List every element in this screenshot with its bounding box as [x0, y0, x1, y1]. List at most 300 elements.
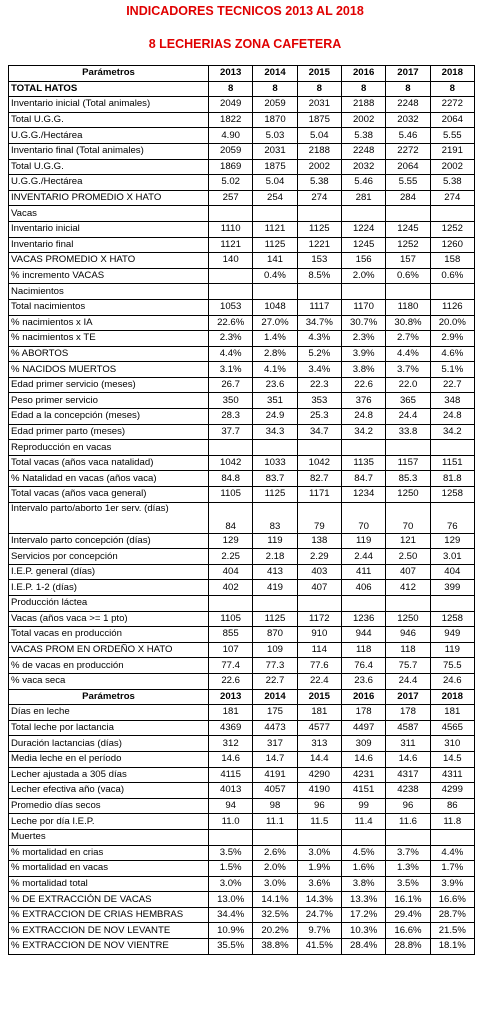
- row-label: U.G.G./Hectárea: [9, 128, 209, 144]
- row-value: [253, 829, 297, 845]
- row-value: 22.6%: [209, 315, 253, 331]
- row-value: 24.8: [341, 409, 385, 425]
- row-label: Inventario inicial: [9, 221, 209, 237]
- row-value: 70: [341, 502, 385, 533]
- table-row: [9, 673, 475, 689]
- row-value: 1157: [386, 455, 430, 471]
- row-value: [209, 596, 253, 612]
- row-value: 23.6: [341, 673, 385, 689]
- row-value: 4.1%: [253, 362, 297, 378]
- table-row: [9, 471, 475, 487]
- table-row: [9, 128, 475, 144]
- row-value: [297, 440, 341, 456]
- row-value: 407: [297, 580, 341, 596]
- row-value: 11.0: [209, 814, 253, 830]
- row-value: 5.04: [297, 128, 341, 144]
- row-value: 3.0%: [253, 876, 297, 892]
- row-label: Intervalo parto concepción (días): [9, 533, 209, 549]
- row-value: 3.8%: [341, 876, 385, 892]
- row-value: 96: [297, 798, 341, 814]
- row-value: 254: [253, 190, 297, 206]
- row-value: 2.0%: [253, 861, 297, 877]
- row-value: 403: [297, 564, 341, 580]
- row-value: 406: [341, 580, 385, 596]
- row-value: 76.4: [341, 658, 385, 674]
- row-value: 1048: [253, 299, 297, 315]
- header-year: 2013: [209, 689, 253, 705]
- table-row: [9, 299, 475, 315]
- row-value: 1.9%: [297, 861, 341, 877]
- row-value: 1.3%: [386, 861, 430, 877]
- table-row: [9, 892, 475, 908]
- row-label: Intervalo parto/aborto 1er serv. (días): [9, 502, 209, 533]
- row-value: 2002: [341, 112, 385, 128]
- row-label: Lecher efectiva año (vaca): [9, 783, 209, 799]
- row-value: 38.8%: [253, 939, 297, 955]
- row-value: [297, 284, 341, 300]
- row-value: 22.0: [386, 377, 430, 393]
- row-value: 77.6: [297, 658, 341, 674]
- row-value: 2.9%: [430, 331, 474, 347]
- row-value: 121: [386, 533, 430, 549]
- row-label: Total vacas (años vaca general): [9, 487, 209, 503]
- header-year: 2015: [297, 66, 341, 82]
- row-value: 77.4: [209, 658, 253, 674]
- row-value: 4190: [297, 783, 341, 799]
- table-row: [9, 736, 475, 752]
- row-value: 26.7: [209, 377, 253, 393]
- row-label: Edad primer servicio (meses): [9, 377, 209, 393]
- table-row: [9, 923, 475, 939]
- table-row: [9, 284, 475, 300]
- header-param: Parámetros: [9, 66, 209, 82]
- row-value: 11.4: [341, 814, 385, 830]
- row-value: 13.0%: [209, 892, 253, 908]
- row-value: 14.5: [430, 751, 474, 767]
- row-label: % EXTRACCION DE CRIAS HEMBRAS: [9, 907, 209, 923]
- row-value: 86: [430, 798, 474, 814]
- row-value: 32.5%: [253, 907, 297, 923]
- row-value: 1221: [297, 237, 341, 253]
- row-value: 353: [297, 393, 341, 409]
- row-value: 24.4: [386, 409, 430, 425]
- table-row: [9, 159, 475, 175]
- row-value: 4577: [297, 720, 341, 736]
- row-value: 114: [297, 642, 341, 658]
- row-value: 4.5%: [341, 845, 385, 861]
- row-value: 119: [341, 533, 385, 549]
- row-value: 1125: [253, 237, 297, 253]
- row-value: 16.1%: [386, 892, 430, 908]
- row-value: 157: [386, 253, 430, 269]
- row-value: 1250: [386, 487, 430, 503]
- row-value: 17.2%: [341, 907, 385, 923]
- row-value: 2032: [341, 159, 385, 175]
- row-value: 18.1%: [430, 939, 474, 955]
- row-value: 1260: [430, 237, 474, 253]
- row-value: 1121: [209, 237, 253, 253]
- row-value: 8: [386, 81, 430, 97]
- row-value: 4191: [253, 767, 297, 783]
- row-value: 140: [209, 253, 253, 269]
- row-value: 351: [253, 393, 297, 409]
- row-value: 2.3%: [209, 331, 253, 347]
- row-value: 348: [430, 393, 474, 409]
- row-value: 119: [430, 642, 474, 658]
- row-value: 1258: [430, 611, 474, 627]
- row-value: 153: [297, 253, 341, 269]
- row-value: 4231: [341, 767, 385, 783]
- row-label: % EXTRACCION DE NOV VIENTRE: [9, 939, 209, 955]
- row-value: 22.6: [341, 377, 385, 393]
- row-value: 1.6%: [341, 861, 385, 877]
- row-value: 20.2%: [253, 923, 297, 939]
- row-label: Duración lactancias (días): [9, 736, 209, 752]
- row-value: [209, 268, 253, 284]
- table-header-row: [9, 689, 475, 705]
- row-value: 4369: [209, 720, 253, 736]
- row-value: 94: [209, 798, 253, 814]
- row-value: 84.8: [209, 471, 253, 487]
- row-value: 175: [253, 705, 297, 721]
- table-row: [9, 564, 475, 580]
- table-row: [9, 611, 475, 627]
- row-value: 10.3%: [341, 923, 385, 939]
- row-value: 158: [430, 253, 474, 269]
- row-label: % mortalidad total: [9, 876, 209, 892]
- row-value: 376: [341, 393, 385, 409]
- row-value: 35.5%: [209, 939, 253, 955]
- row-value: 109: [253, 642, 297, 658]
- row-value: 1126: [430, 299, 474, 315]
- row-value: 2.3%: [341, 331, 385, 347]
- row-value: 34.7%: [297, 315, 341, 331]
- row-label: Inventario inicial (Total animales): [9, 97, 209, 113]
- row-value: 5.1%: [430, 362, 474, 378]
- row-value: 1245: [386, 221, 430, 237]
- table-row: [9, 424, 475, 440]
- row-value: [253, 440, 297, 456]
- row-value: 1171: [297, 487, 341, 503]
- table-row: [9, 814, 475, 830]
- row-value: 1105: [209, 611, 253, 627]
- row-value: 4.4%: [430, 845, 474, 861]
- table-row: [9, 409, 475, 425]
- row-value: 2064: [386, 159, 430, 175]
- row-value: [297, 206, 341, 222]
- table-row: [9, 487, 475, 503]
- row-value: 2.7%: [386, 331, 430, 347]
- table-row: [9, 642, 475, 658]
- table-row: [9, 268, 475, 284]
- row-value: 870: [253, 627, 297, 643]
- row-label: % EXTRACCION DE NOV LEVANTE: [9, 923, 209, 939]
- row-value: 2059: [253, 97, 297, 113]
- table-row: [9, 829, 475, 845]
- row-value: 181: [430, 705, 474, 721]
- row-value: [341, 829, 385, 845]
- row-value: [341, 596, 385, 612]
- row-value: 1245: [341, 237, 385, 253]
- row-value: 118: [386, 642, 430, 658]
- row-value: 81.8: [430, 471, 474, 487]
- row-value: 138: [297, 533, 341, 549]
- row-value: 1117: [297, 299, 341, 315]
- row-value: 1172: [297, 611, 341, 627]
- row-value: 4290: [297, 767, 341, 783]
- row-value: 2191: [430, 143, 474, 159]
- table-row: [9, 81, 475, 97]
- row-value: 1033: [253, 455, 297, 471]
- table-row: [9, 939, 475, 955]
- row-value: 13.3%: [341, 892, 385, 908]
- row-value: 181: [297, 705, 341, 721]
- row-value: 1170: [341, 299, 385, 315]
- row-value: 5.38: [430, 175, 474, 191]
- row-value: 949: [430, 627, 474, 643]
- row-value: 2.25: [209, 549, 253, 565]
- row-label: Inventario final (Total animales): [9, 143, 209, 159]
- table-row: [9, 533, 475, 549]
- row-value: [430, 284, 474, 300]
- row-value: 2.0%: [341, 268, 385, 284]
- row-label: Total U.G.G.: [9, 112, 209, 128]
- row-value: 1234: [341, 487, 385, 503]
- row-value: 281: [341, 190, 385, 206]
- row-value: 1110: [209, 221, 253, 237]
- row-value: 34.7: [297, 424, 341, 440]
- row-value: 5.2%: [297, 346, 341, 362]
- row-value: 0.4%: [253, 268, 297, 284]
- row-value: 365: [386, 393, 430, 409]
- row-value: 5.02: [209, 175, 253, 191]
- row-value: 77.3: [253, 658, 297, 674]
- row-value: 419: [253, 580, 297, 596]
- row-value: 312: [209, 736, 253, 752]
- row-value: [209, 284, 253, 300]
- row-label: Total leche por lactancia: [9, 720, 209, 736]
- row-value: [253, 596, 297, 612]
- row-value: 14.3%: [297, 892, 341, 908]
- row-value: 1042: [297, 455, 341, 471]
- row-label: % incremento VACAS: [9, 268, 209, 284]
- row-value: 20.0%: [430, 315, 474, 331]
- row-value: 129: [430, 533, 474, 549]
- row-value: 407: [386, 564, 430, 580]
- table-row: [9, 112, 475, 128]
- row-value: 1125: [297, 221, 341, 237]
- row-value: 3.5%: [209, 845, 253, 861]
- row-label: I.E.P. 1-2 (días): [9, 580, 209, 596]
- row-value: 3.8%: [341, 362, 385, 378]
- row-label: Total vacas en producción: [9, 627, 209, 643]
- row-label: Lecher ajustada a 305 días: [9, 767, 209, 783]
- row-value: 2.44: [341, 549, 385, 565]
- row-value: 8: [209, 81, 253, 97]
- row-label: Muertes: [9, 829, 209, 845]
- row-value: 4587: [386, 720, 430, 736]
- row-value: 129: [209, 533, 253, 549]
- table-row: [9, 798, 475, 814]
- header-year: 2016: [341, 689, 385, 705]
- row-value: 309: [341, 736, 385, 752]
- header-year: 2015: [297, 689, 341, 705]
- row-label: % vaca seca: [9, 673, 209, 689]
- table-row: [9, 845, 475, 861]
- table-row: [9, 237, 475, 253]
- row-value: 3.7%: [386, 845, 430, 861]
- row-value: 11.8: [430, 814, 474, 830]
- table-row: [9, 861, 475, 877]
- row-value: [341, 206, 385, 222]
- row-value: 21.5%: [430, 923, 474, 939]
- row-value: 946: [386, 627, 430, 643]
- row-value: [386, 206, 430, 222]
- row-label: Producción láctea: [9, 596, 209, 612]
- row-value: 85.3: [386, 471, 430, 487]
- table-row: [9, 221, 475, 237]
- row-value: 2049: [209, 97, 253, 113]
- row-value: 5.04: [253, 175, 297, 191]
- row-value: 30.8%: [386, 315, 430, 331]
- row-value: 4.4%: [209, 346, 253, 362]
- row-value: 1250: [386, 611, 430, 627]
- row-value: 28.3: [209, 409, 253, 425]
- row-value: 1105: [209, 487, 253, 503]
- row-label: U.G.G./Hectárea: [9, 175, 209, 191]
- row-label: Vacas (años vaca >= 1 pto): [9, 611, 209, 627]
- row-value: [430, 596, 474, 612]
- row-value: 274: [430, 190, 474, 206]
- row-value: 11.5: [297, 814, 341, 830]
- table-row: [9, 783, 475, 799]
- row-value: 14.6: [209, 751, 253, 767]
- row-value: 178: [341, 705, 385, 721]
- table-row: [9, 705, 475, 721]
- row-value: 5.38: [297, 175, 341, 191]
- row-value: 2248: [341, 143, 385, 159]
- row-value: [386, 596, 430, 612]
- row-label: VACAS PROM EN ORDEÑO X HATO: [9, 642, 209, 658]
- row-value: 34.3: [253, 424, 297, 440]
- row-value: 413: [253, 564, 297, 580]
- row-value: 1053: [209, 299, 253, 315]
- row-value: 2248: [386, 97, 430, 113]
- row-label: Servicios por concepción: [9, 549, 209, 565]
- page-title: INDICADORES TECNICOS 2013 AL 2018: [126, 4, 364, 18]
- row-value: 2031: [253, 143, 297, 159]
- row-value: 1252: [386, 237, 430, 253]
- row-value: 1125: [253, 611, 297, 627]
- row-value: 16.6%: [386, 923, 430, 939]
- row-value: 23.6: [253, 377, 297, 393]
- row-value: 8.5%: [297, 268, 341, 284]
- table-row: [9, 377, 475, 393]
- row-value: 1.4%: [253, 331, 297, 347]
- row-label: Días en leche: [9, 705, 209, 721]
- row-value: 82.7: [297, 471, 341, 487]
- row-label: TOTAL HATOS: [9, 81, 209, 97]
- table-row: [9, 627, 475, 643]
- row-label: % ABORTOS: [9, 346, 209, 362]
- row-value: 24.4: [386, 673, 430, 689]
- row-label: Total nacimientos: [9, 299, 209, 315]
- row-value: 24.6: [430, 673, 474, 689]
- row-value: 4238: [386, 783, 430, 799]
- row-value: 4.3%: [297, 331, 341, 347]
- table-row: [9, 440, 475, 456]
- row-value: 910: [297, 627, 341, 643]
- row-value: 3.0%: [209, 876, 253, 892]
- row-value: 1870: [253, 112, 297, 128]
- row-value: 83: [253, 502, 297, 533]
- row-value: 412: [386, 580, 430, 596]
- row-value: 1236: [341, 611, 385, 627]
- table-row: [9, 175, 475, 191]
- row-value: [209, 440, 253, 456]
- header-year: 2014: [253, 689, 297, 705]
- row-value: 4565: [430, 720, 474, 736]
- row-value: 4057: [253, 783, 297, 799]
- row-value: 4.4%: [386, 346, 430, 362]
- row-label: Total U.G.G.: [9, 159, 209, 175]
- row-value: 156: [341, 253, 385, 269]
- row-value: [209, 829, 253, 845]
- row-value: 1180: [386, 299, 430, 315]
- row-label: Nacimientos: [9, 284, 209, 300]
- row-value: 404: [209, 564, 253, 580]
- row-value: 2002: [297, 159, 341, 175]
- row-value: [341, 440, 385, 456]
- row-label: % nacimientos x IA: [9, 315, 209, 331]
- row-value: 8: [253, 81, 297, 97]
- row-value: 1875: [253, 159, 297, 175]
- row-label: Reproducción en vacas: [9, 440, 209, 456]
- row-value: 2272: [430, 97, 474, 113]
- row-value: 5.03: [253, 128, 297, 144]
- table-row: [9, 580, 475, 596]
- row-value: 24.7%: [297, 907, 341, 923]
- table-row: [9, 549, 475, 565]
- table-row: [9, 658, 475, 674]
- row-label: INVENTARIO PROMEDIO X HATO: [9, 190, 209, 206]
- row-value: 8: [341, 81, 385, 97]
- row-value: 1822: [209, 112, 253, 128]
- row-value: 399: [430, 580, 474, 596]
- row-value: 4299: [430, 783, 474, 799]
- table-row: [9, 190, 475, 206]
- row-value: [430, 829, 474, 845]
- row-value: 8: [297, 81, 341, 97]
- row-value: 84.7: [341, 471, 385, 487]
- row-label: I.E.P. general (días): [9, 564, 209, 580]
- header-year: 2013: [209, 66, 253, 82]
- row-value: 2002: [430, 159, 474, 175]
- row-value: 3.5%: [386, 876, 430, 892]
- row-value: 4311: [430, 767, 474, 783]
- row-value: 4151: [341, 783, 385, 799]
- row-value: 22.7: [253, 673, 297, 689]
- row-value: 14.1%: [253, 892, 297, 908]
- row-value: 14.6: [386, 751, 430, 767]
- page-subtitle: 8 LECHERIAS ZONA CAFETERA: [148, 37, 342, 51]
- row-value: [386, 284, 430, 300]
- row-value: 178: [386, 705, 430, 721]
- row-label: % de vacas en producción: [9, 658, 209, 674]
- row-value: 0.6%: [430, 268, 474, 284]
- row-value: 34.2: [341, 424, 385, 440]
- row-label: % NACIDOS MUERTOS: [9, 362, 209, 378]
